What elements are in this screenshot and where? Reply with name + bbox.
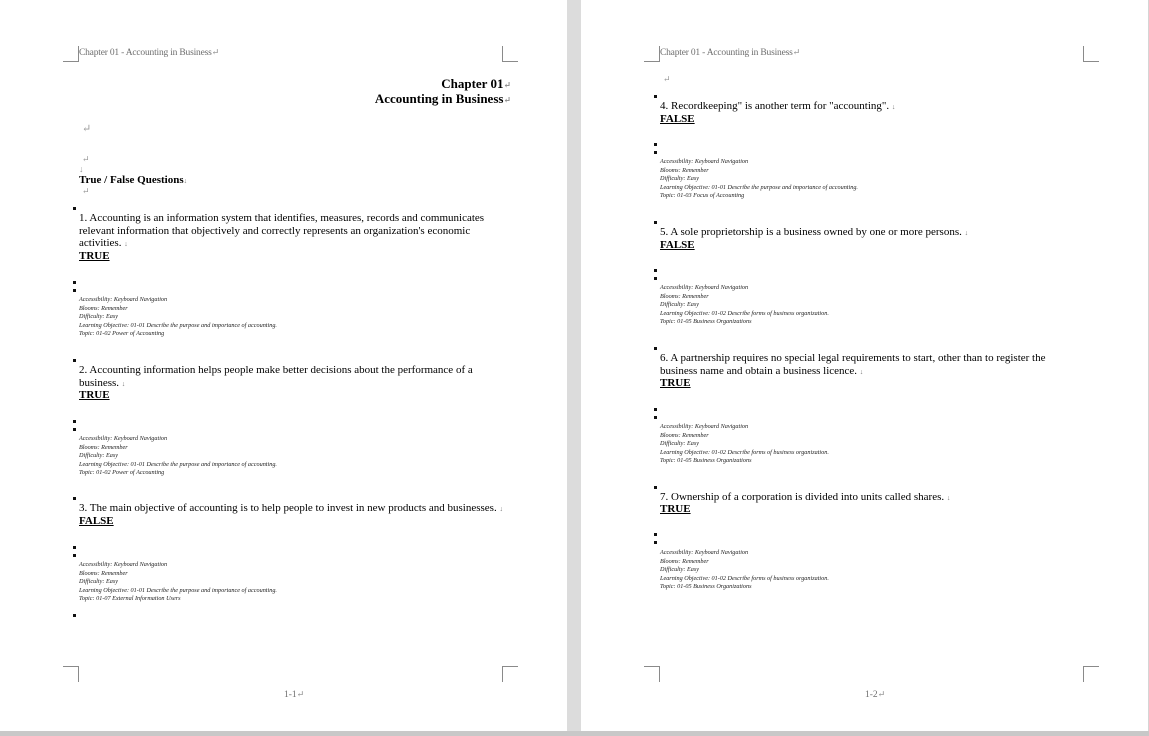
- document-page-2[interactable]: [581, 0, 1148, 731]
- answer-1: TRUE: [79, 250, 110, 262]
- document-page-1[interactable]: [0, 0, 567, 731]
- answer-3: FALSE: [79, 515, 114, 527]
- list-bullet: [654, 151, 657, 154]
- question-6[interactable]: 6. A partnership requires no special legal requirements to start, other than to register the business name and obtain a business licence. ↓: [660, 352, 1046, 377]
- page-header: Chapter 01 - Accounting in Business↵: [660, 47, 800, 58]
- list-bullet: [654, 277, 657, 280]
- question-1[interactable]: 1. Accounting is an information system that identifies, measures, records and communicates relevant information that objectively and correctly represents an organization's economic activities. ↓: [79, 212, 485, 249]
- list-bullet: [73, 614, 76, 617]
- page-header: Chapter 01 - Accounting in Business↵: [79, 47, 219, 58]
- list-bullet: [73, 281, 76, 284]
- margin-corner-top-right: [1083, 46, 1099, 62]
- margin-corner-top-left: [63, 46, 79, 62]
- list-bullet: [73, 289, 76, 292]
- answer-4: FALSE: [660, 113, 695, 125]
- list-bullet: [73, 428, 76, 431]
- paragraph-mark: ↵: [663, 74, 671, 84]
- paragraph-mark: ↵: [82, 186, 90, 196]
- question-1-metadata: Accessibility: Keyboard Navigation Blooms: Remember Difficulty: Easy Learning Objective: 01-01 Describe the purpose and importance of accounting. Topic: 01-02 Power of Accounting: [79, 296, 277, 338]
- paragraph-mark: ↵: [82, 154, 90, 164]
- margin-corner-bottom-left: [63, 666, 79, 682]
- list-bullet: [73, 207, 76, 210]
- list-bullet: [654, 95, 657, 98]
- answer-5: FALSE: [660, 239, 695, 251]
- question-6-metadata: Accessibility: Keyboard Navigation Blooms: Remember Difficulty: Easy Learning Objective: 01-02 Describe forms of business organization. Topic: 01-05 Business Organizations: [660, 423, 829, 465]
- paragraph-mark: ↵: [82, 123, 92, 135]
- margin-corner-top-right: [502, 46, 518, 62]
- list-bullet: [73, 554, 76, 557]
- list-bullet: [73, 546, 76, 549]
- list-bullet: [654, 486, 657, 489]
- list-bullet: [73, 497, 76, 500]
- list-bullet: [654, 347, 657, 350]
- question-5[interactable]: 5. A sole proprietorship is a business owned by one or more persons. ↓: [660, 226, 969, 238]
- list-bullet: [73, 420, 76, 423]
- page-number: 1-1↵: [284, 689, 305, 700]
- question-4[interactable]: 4. Recordkeeping" is another term for "accounting". ↓: [660, 100, 896, 112]
- list-bullet: [654, 533, 657, 536]
- question-7[interactable]: 7. Ownership of a corporation is divided into units called shares. ↓: [660, 491, 951, 503]
- answer-2: TRUE: [79, 389, 110, 401]
- list-bullet: [654, 221, 657, 224]
- list-bullet: [654, 541, 657, 544]
- answer-7: TRUE: [660, 503, 691, 515]
- list-bullet: [654, 269, 657, 272]
- question-7-metadata: Accessibility: Keyboard Navigation Blooms: Remember Difficulty: Easy Learning Objective: 01-02 Describe forms of business organization. Topic: 01-05 Business Organizations: [660, 549, 829, 591]
- answer-6: TRUE: [660, 377, 691, 389]
- page-number: 1-2↵: [865, 689, 886, 700]
- list-bullet: [654, 416, 657, 419]
- question-2[interactable]: 2. Accounting information helps people make better decisions about the performance of a business. ↓: [79, 364, 473, 389]
- list-bullet: [654, 143, 657, 146]
- margin-corner-bottom-right: [1083, 666, 1099, 682]
- question-3[interactable]: 3. The main objective of accounting is to help people to invest in new products and businesses. ↓: [79, 502, 503, 514]
- section-title: True / False Questions↓: [79, 174, 188, 186]
- margin-corner-bottom-left: [644, 666, 660, 682]
- list-bullet: [654, 408, 657, 411]
- line-break-mark: ↓: [79, 164, 84, 174]
- question-3-metadata: Accessibility: Keyboard Navigation Blooms: Remember Difficulty: Easy Learning Objective: 01-01 Describe the purpose and importance of accounting. Topic: 01-07 External Information Users: [79, 561, 277, 603]
- question-5-metadata: Accessibility: Keyboard Navigation Blooms: Remember Difficulty: Easy Learning Objective: 01-02 Describe forms of business organization. Topic: 01-05 Business Organizations: [660, 284, 829, 326]
- question-4-metadata: Accessibility: Keyboard Navigation Blooms: Remember Difficulty: Easy Learning Objective: 01-01 Describe the purpose and importance of accounting. Topic: 01-03 Focus of Accounting: [660, 158, 858, 200]
- chapter-subtitle: Accounting in Business↵: [374, 91, 511, 106]
- scroll-strip: [0, 731, 1149, 736]
- chapter-title: Chapter 01↵: [441, 76, 511, 91]
- margin-corner-top-left: [644, 46, 660, 62]
- page-gap: [567, 0, 581, 736]
- list-bullet: [73, 359, 76, 362]
- question-2-metadata: Accessibility: Keyboard Navigation Blooms: Remember Difficulty: Easy Learning Objective: 01-01 Describe the purpose and importance of accounting. Topic: 01-02 Power of Accounting: [79, 435, 277, 477]
- margin-corner-bottom-right: [502, 666, 518, 682]
